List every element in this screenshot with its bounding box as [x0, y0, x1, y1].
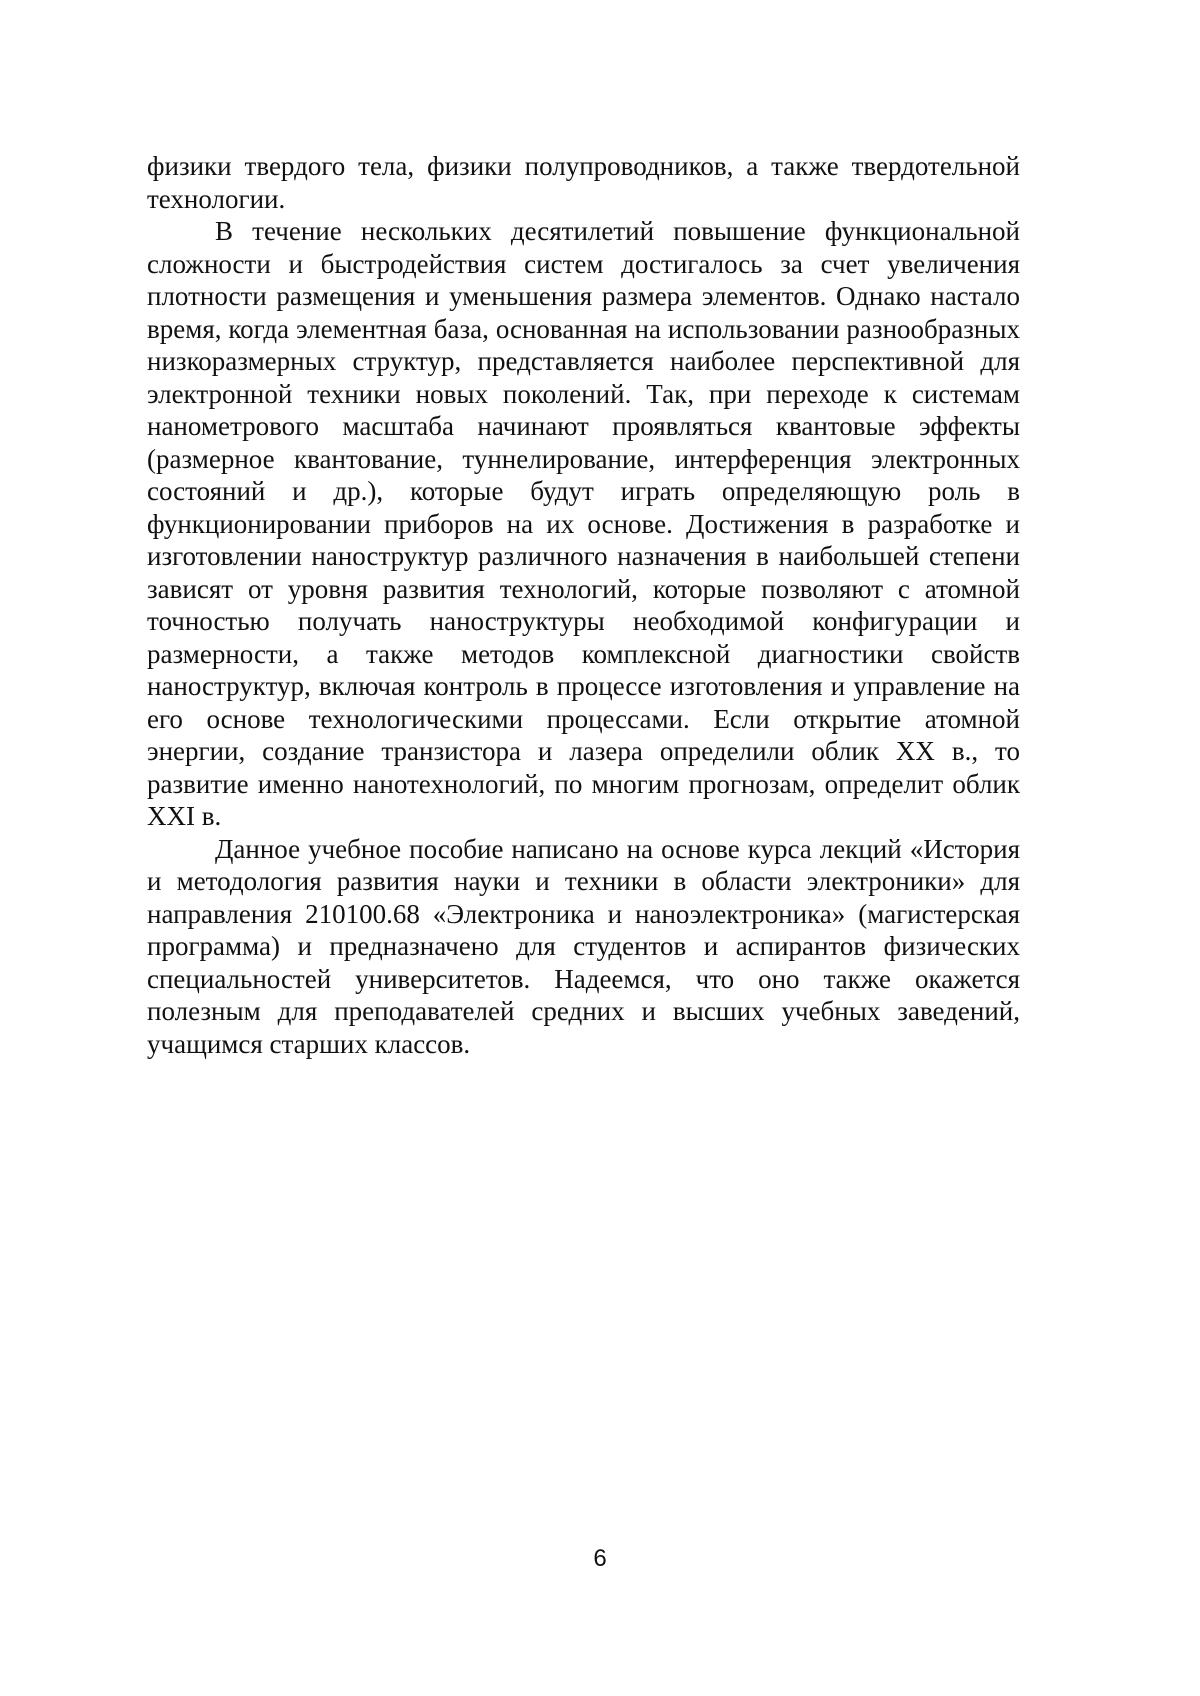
paragraph-1: физики твердого тела, физики полупроводников, а также твердотельной технологии. [147, 151, 1020, 214]
page-number: 6 [593, 1545, 607, 1572]
paragraph-3: Данное учебное пособие написано на основе курса лекций «История и методология развития науки и техники в области электроники» для направления 210100.68 «Электроника и наноэлектроника» (магистерская программа) и предназначено для студентов и аспирантов физических специальностей университетов. Надеемся, что оно также окажется полезным для преподавателей средних и высших учебных заведений, учащимся старших классов. [147, 833, 1020, 1059]
body-text [147, 150, 1020, 1060]
paragraph-2: В течение нескольких десятилетий повышение функциональной сложности и быстродействия систем достигалось за счет увеличения плотности размещения и уменьшения размера элементов. Однако настало время, когда элементная база, основанная на использовании разнообразных низкоразмерных структур, представляется наиболее перспективной для электронной техники новых поколений. Так, при переходе к системам нанометрового масштаба начинают проявляться квантовые эффекты (размерное квантование, туннелирование, интерференция электронных состояний и др.), которые будут играть определяющую роль в функционировании приборов на их основе. Достижения в разработке и изготовлении наноструктур различного назначения в наибольшей степени зависят от уровня развития технологий, которые позволяют с атомной точностью получать наноструктуры необходимой конфигурации и размерности, а также методов комплексной диагностики свойств наноструктур, включая контроль в процессе изготовления и управление на его основе технологическими процессами. Если открытие атомной энергии, создание транзистора и лазера определили облик XX в., то развитие именно нанотехнологий, по многим прогнозам, определит облик XXI в. [147, 216, 1020, 831]
